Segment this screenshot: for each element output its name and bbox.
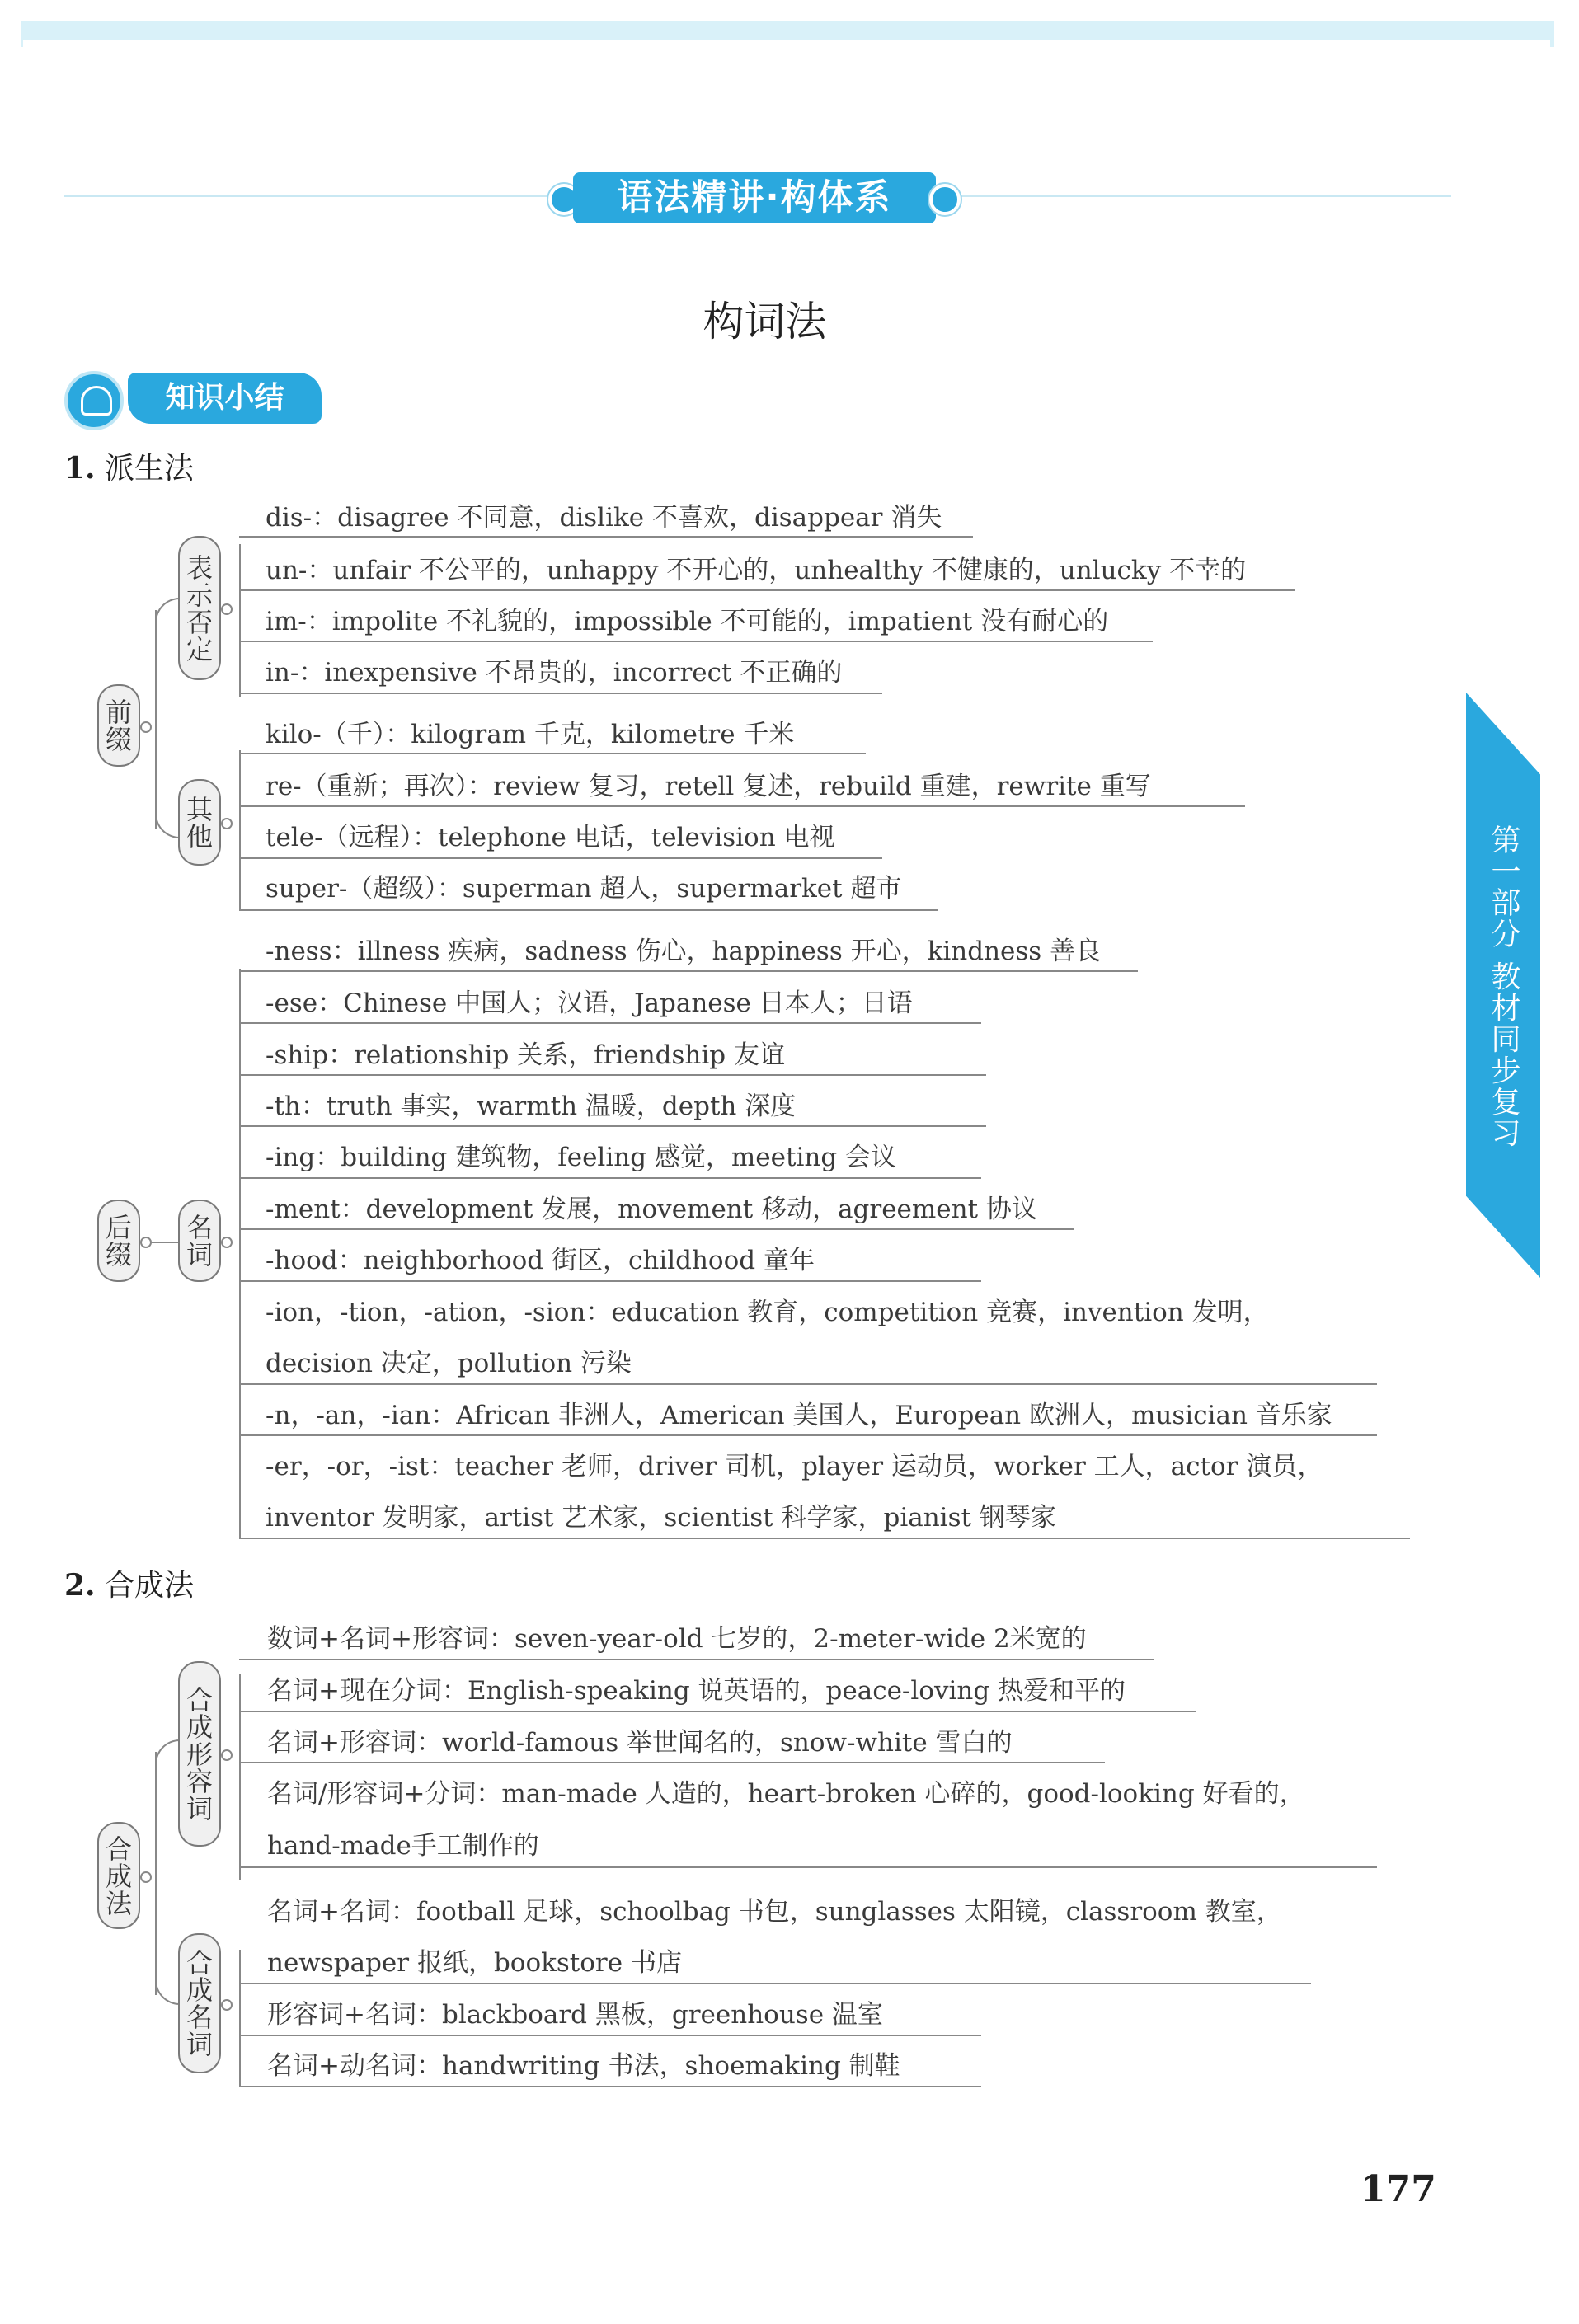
list-item: hand-made手工制作的 xyxy=(267,1831,539,1861)
item-underline xyxy=(239,2035,981,2036)
item-underline xyxy=(239,1711,1196,1712)
knowledge-summary-label: 知识小结 xyxy=(128,373,322,424)
node-compound-noun: 合成名词 xyxy=(178,1933,221,2073)
item-underline xyxy=(239,1983,1311,1984)
list-item: 名词+名词：football 足球，schoolbag 书包，sunglasses 太阳镜，classroom 教室， xyxy=(267,1897,1282,1927)
list-item: -ship：relationship 关系，friendship 友谊 xyxy=(266,1040,786,1070)
item-underline xyxy=(239,970,1138,972)
page-number: 177 xyxy=(1360,2168,1436,2210)
list-item: inventor 发明家，artist 艺术家，scientist 科学家，pianist 钢琴家 xyxy=(266,1503,1056,1533)
item-underline xyxy=(239,693,882,694)
item-underline xyxy=(239,1434,1377,1436)
item-underline xyxy=(239,753,866,754)
node-compounding: 合成法 xyxy=(97,1822,140,1929)
section-heading-compounding xyxy=(64,1562,194,1604)
node-knob xyxy=(140,721,152,733)
banner-dot-right xyxy=(929,184,961,215)
item-underline xyxy=(239,805,1245,807)
list-item: 名词+形容词：world-famous 举世闻名的，snow-white 雪白的 xyxy=(267,1728,1013,1758)
list-item: dis-：disagree 不同意，dislike 不喜欢，disappear 消失 xyxy=(266,503,942,533)
item-underline xyxy=(239,1177,981,1179)
node-knob xyxy=(221,603,233,615)
list-item: decision 决定，pollution 污染 xyxy=(266,1349,632,1378)
list-item: im-：impolite 不礼貌的，impossible 不可能的，impatient 没有耐心的 xyxy=(266,607,1109,636)
item-underline xyxy=(239,641,1153,642)
list-item: -n，-an，-ian：African 非洲人，American 美国人，European 欧洲人，musician 音乐家 xyxy=(266,1401,1332,1430)
node-compound-adjective: 合成形容词 xyxy=(178,1661,221,1847)
item-underline xyxy=(239,1074,986,1076)
list-item: -er，-or，-ist：teacher 老师，driver 司机，player 运动员，worker 工人，actor 演员， xyxy=(266,1452,1323,1481)
section-title: 派生法 xyxy=(105,452,195,486)
node-knob xyxy=(221,1237,233,1248)
item-underline xyxy=(239,1125,986,1127)
section-number: 2. xyxy=(64,1568,96,1603)
list-item: -hood：neighborhood 街区，childhood 童年 xyxy=(266,1246,815,1275)
group-bracket xyxy=(239,1674,241,1880)
node-prefix: 前缀 xyxy=(97,684,140,767)
section-heading-derivation xyxy=(64,445,194,487)
book-stand-icon xyxy=(64,371,124,430)
item-underline xyxy=(239,1866,1377,1868)
banner-title: 语法精讲·构体系 xyxy=(573,172,936,223)
node-noun-suffix: 名词 xyxy=(178,1200,221,1282)
list-item: re-（重新；再次）：review 复习，retell 复述，rebuild 重建，rewrite 重写 xyxy=(266,772,1151,801)
item-underline xyxy=(239,1022,981,1024)
list-item: kilo-（千）：kilogram 千克，kilometre 千米 xyxy=(266,720,795,749)
list-item: 名词/形容词+分词：man-made 人造的，heart-broken 心碎的，good-looking 好看的， xyxy=(267,1779,1305,1809)
item-underline xyxy=(239,536,973,538)
list-item: un-：unfair 不公平的，unhappy 不开心的，unhealthy 不健康的，unlucky 不幸的 xyxy=(266,556,1247,585)
node-suffix: 后缀 xyxy=(97,1200,140,1282)
list-item: 数词+名词+形容词：seven-year-old 七岁的，2-meter-wide 2米宽的 xyxy=(267,1624,1087,1654)
item-underline xyxy=(239,857,882,859)
list-item: tele-（远程）：telephone 电话，television 电视 xyxy=(266,823,835,852)
group-bracket xyxy=(239,1950,241,2086)
section-title: 合成法 xyxy=(105,1569,195,1603)
list-item: -ment：development 发展，movement 移动，agreement 协议 xyxy=(266,1195,1037,1224)
prefix-branch xyxy=(155,610,157,829)
list-item: super-（超级）：superman 超人，supermarket 超市 xyxy=(266,874,902,904)
node-knob xyxy=(140,1871,152,1883)
item-underline xyxy=(239,589,1295,591)
node-other: 其他 xyxy=(178,779,221,866)
node-knob xyxy=(221,1999,233,2011)
banner-line-right xyxy=(956,195,1451,197)
list-item: 名词+现在分词：English-speaking 说英语的，peace-loving 热爱和平的 xyxy=(267,1676,1126,1706)
item-underline xyxy=(239,1228,1074,1230)
item-underline xyxy=(239,1762,1105,1763)
item-underline xyxy=(239,1659,1154,1660)
node-knob xyxy=(221,1749,233,1761)
section-banner xyxy=(548,169,961,228)
list-item: 形容词+名词：blackboard 黑板，greenhouse 温室 xyxy=(267,2000,883,2030)
list-item: -ion，-tion，-ation，-sion：education 教育，competition 竞赛，invention 发明， xyxy=(266,1298,1269,1327)
list-item: -ness：illness 疾病，sadness 伤心，happiness 开心，kindness 善良 xyxy=(266,937,1102,966)
item-underline xyxy=(239,1383,1377,1385)
group-bracket xyxy=(239,544,241,697)
list-item: -ese：Chinese 中国人；汉语，Japanese 日本人；日语 xyxy=(266,988,913,1018)
list-item: newspaper 报纸，bookstore 书店 xyxy=(267,1948,682,1978)
list-item: -th：truth 事实，warmth 温暖，depth 深度 xyxy=(266,1092,797,1121)
item-underline xyxy=(239,2086,981,2087)
list-item: -ing：building 建筑物，feeling 感觉，meeting 会议 xyxy=(266,1143,897,1172)
group-bracket xyxy=(239,969,241,1538)
list-item: 名词+动名词：handwriting 书法，shoemaking 制鞋 xyxy=(267,2051,900,2081)
group-bracket xyxy=(239,750,241,911)
item-underline xyxy=(239,909,938,911)
list-item: in-：inexpensive 不昂贵的，incorrect 不正确的 xyxy=(266,658,843,688)
item-underline xyxy=(239,1280,981,1282)
node-negation: 表示否定 xyxy=(178,536,221,680)
node-knob xyxy=(221,818,233,829)
item-underline xyxy=(239,1538,1410,1539)
connector xyxy=(150,1242,178,1243)
section-number: 1. xyxy=(64,451,96,486)
side-tab-label: 第一部分 教材同步复习 xyxy=(1487,824,1520,1149)
banner-line-left xyxy=(64,195,555,197)
compound-branch xyxy=(155,1752,157,1995)
page-title: 构词法 xyxy=(703,298,827,345)
